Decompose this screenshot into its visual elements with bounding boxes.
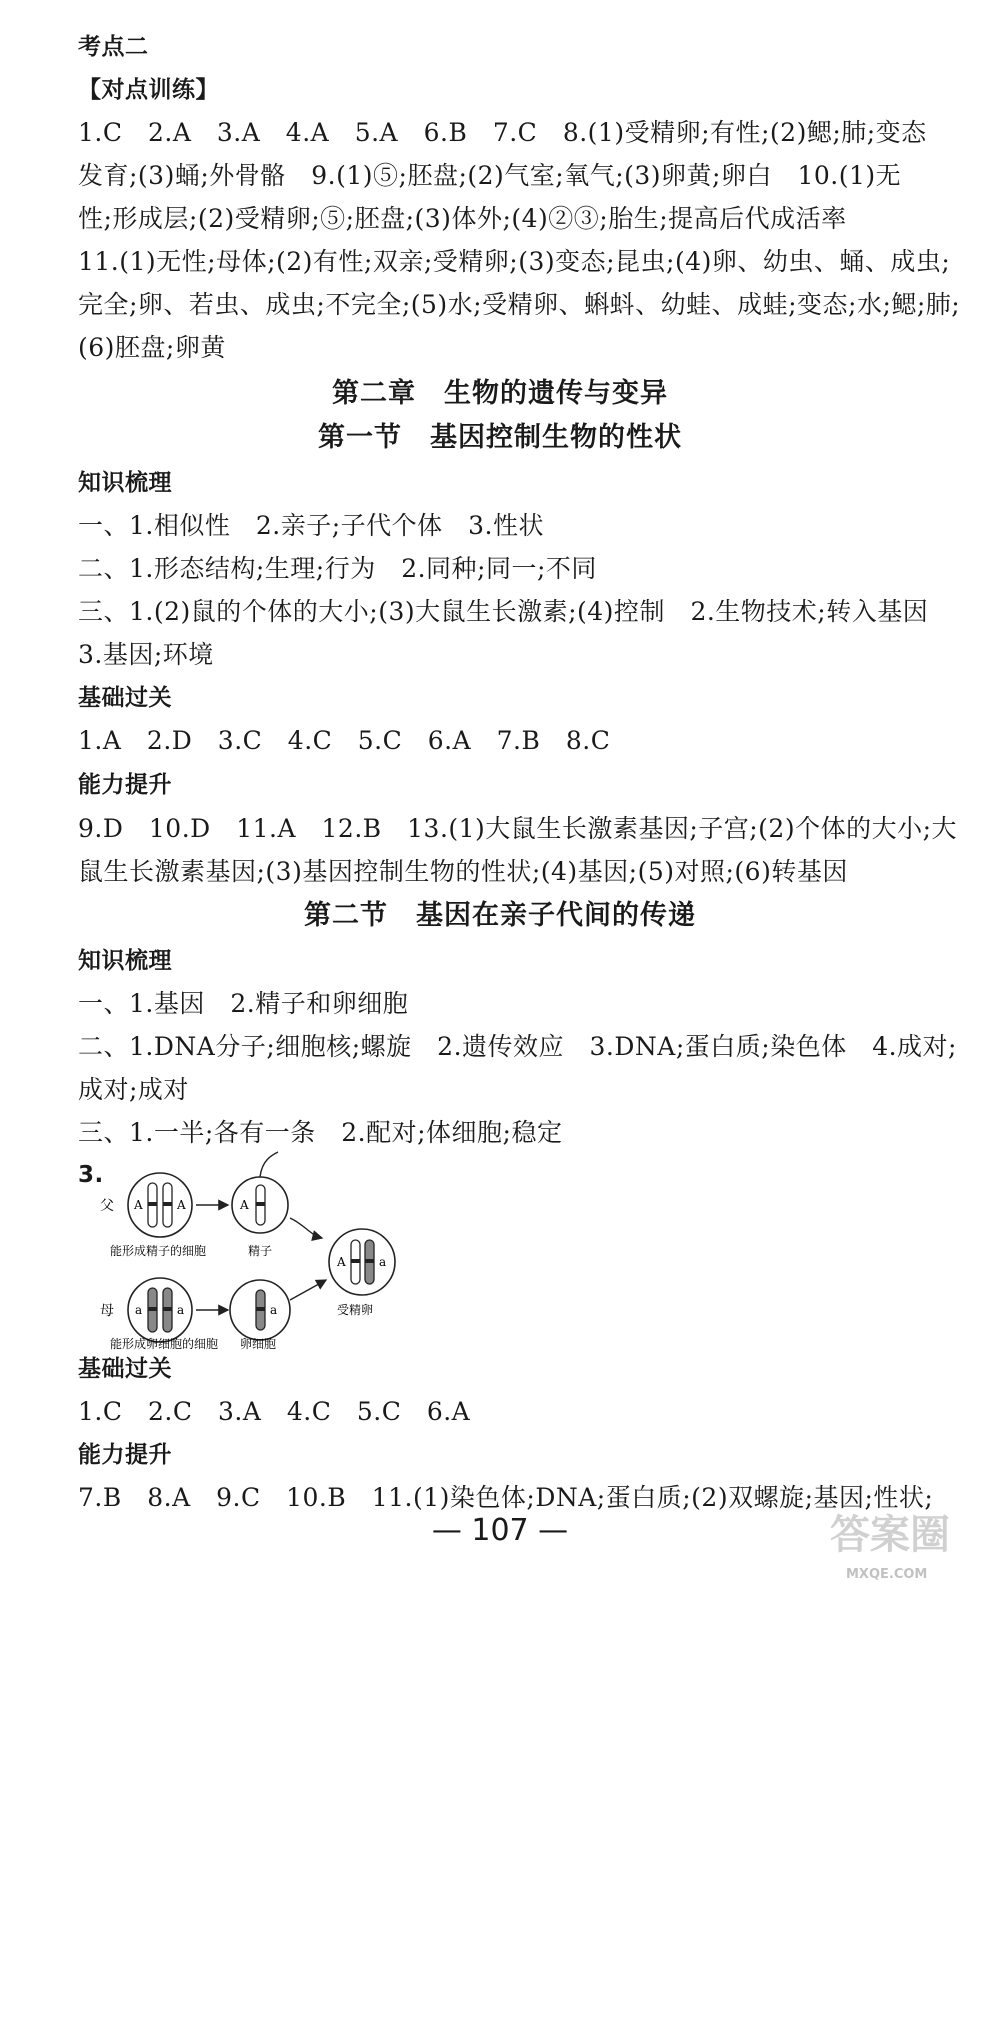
answer-line: 性;形成层;(2)受精卵;⑤;胚盘;(3)体外;(4)②③;胎生;提高后代成活率 — [78, 204, 847, 233]
watermark-logo — [826, 1500, 986, 1590]
answer-line: 1.A 2.D 3.C 4.C 5.C 6.A 7.B 8.C — [78, 726, 611, 755]
mother-label: 母 — [100, 1303, 114, 1319]
answer-line: 一、1.基因 2.精子和卵细胞 — [78, 989, 409, 1018]
page-number: — 107 — — [431, 1513, 569, 1548]
sperm-cell-label: 能形成精子的细胞 — [110, 1244, 207, 1258]
subsection-heading: 能力提升 — [78, 1442, 172, 1468]
subsection-heading: 知识梳理 — [78, 948, 172, 974]
subsection-heading: 能力提升 — [78, 772, 172, 798]
section-heading: 考点二 — [78, 34, 149, 60]
answer-line: 三、1.(2)鼠的个体的大小;(3)大鼠生长激素;(4)控制 2.生物技术;转入基因 — [78, 597, 929, 626]
zygote-label: 受精卵 — [337, 1303, 374, 1317]
answer-line: 1.C 2.A 3.A 4.A 5.A 6.B 7.C 8.(1)受精卵;有性;(2)鳃;肺;变态 — [78, 118, 927, 147]
subsection-heading: 基础过关 — [78, 685, 172, 711]
answer-line: 9.D 10.D 11.A 12.B 13.(1)大鼠生长激素基因;子宫;(2)个体的大小;大 — [78, 814, 957, 843]
gene-A-label: A — [240, 1198, 249, 1212]
sperm — [232, 1152, 288, 1233]
arrow — [290, 1280, 326, 1300]
section-title: 第二节 基因在亲子代间的传递 — [304, 900, 696, 931]
section-title: 第一节 基因控制生物的性状 — [318, 422, 682, 453]
subsection-heading: 基础过关 — [78, 1356, 172, 1382]
gene-a-label: a — [177, 1303, 185, 1317]
answer-line: 完全;卵、若虫、成虫;不完全;(5)水;受精卵、蝌蚪、幼蛙、成蛙;变态;水;鳃;肺; — [78, 290, 961, 319]
inheritance-diagram — [100, 1150, 500, 1350]
gene-A-label: A — [337, 1255, 346, 1269]
answer-line: 三、1.一半;各有一条 2.配对;体细胞;稳定 — [78, 1118, 563, 1147]
answer-line: 发育;(3)蛹;外骨骼 9.(1)⑤;胚盘;(2)气室;氧气;(3)卵黄;卵白 10.(1)无 — [78, 161, 902, 190]
sperm-label: 精子 — [248, 1244, 273, 1258]
egg-cell-label: 能形成卵细胞的细胞 — [110, 1337, 219, 1350]
egg-forming-cell — [128, 1278, 192, 1342]
figure-number: 3. — [78, 1162, 104, 1188]
section-subheading: 【对点训练】 — [78, 77, 219, 103]
answer-line: 鼠生长激素基因;(3)基因控制生物的性状;(4)基因;(5)对照;(6)转基因 — [78, 857, 848, 886]
gene-A-label: A — [134, 1198, 143, 1212]
zygote — [329, 1229, 395, 1295]
answer-line: (6)胚盘;卵黄 — [78, 333, 226, 362]
watermark-text: 答案圈 — [830, 1512, 950, 1558]
gene-a-label: a — [270, 1303, 278, 1317]
answer-line: 成对;成对 — [78, 1075, 189, 1104]
gene-A-label: A — [177, 1198, 186, 1212]
gene-a-label: a — [379, 1255, 387, 1269]
subsection-heading: 知识梳理 — [78, 470, 172, 496]
answer-line: 一、1.相似性 2.亲子;子代个体 3.性状 — [78, 511, 544, 540]
watermark-url: MXQE.COM — [846, 1567, 928, 1582]
egg-label: 卵细胞 — [240, 1337, 277, 1350]
sperm-forming-cell — [128, 1173, 192, 1237]
answer-line: 二、1.形态结构;生理;行为 2.同种;同一;不同 — [78, 554, 597, 583]
answer-line: 11.(1)无性;母体;(2)有性;双亲;受精卵;(3)变态;昆虫;(4)卵、幼虫、蛹、成虫; — [78, 247, 951, 276]
answer-line: 1.C 2.C 3.A 4.C 5.C 6.A — [78, 1397, 471, 1426]
egg — [230, 1280, 290, 1340]
answer-line: 7.B 8.A 9.C 10.B 11.(1)染色体;DNA;蛋白质;(2)双螺旋;基因;性状; — [78, 1483, 934, 1512]
gene-a-label: a — [135, 1303, 143, 1317]
arrow — [290, 1218, 322, 1238]
chapter-title: 第二章 生物的遗传与变异 — [332, 378, 668, 409]
father-label: 父 — [100, 1198, 114, 1214]
answer-line: 3.基因;环境 — [78, 640, 214, 669]
answer-line: 二、1.DNA分子;细胞核;螺旋 2.遗传效应 3.DNA;蛋白质;染色体 4.成对; — [78, 1032, 957, 1061]
